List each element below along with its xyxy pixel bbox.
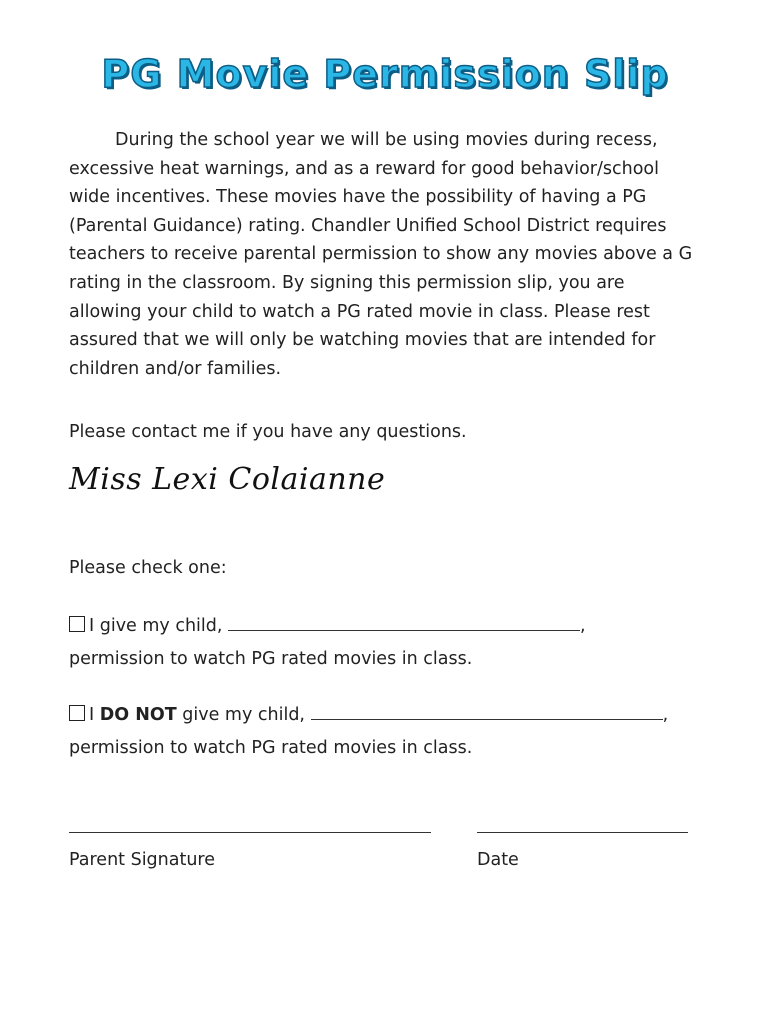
option-not-give-line1 (69, 699, 668, 732)
checkbox-do-not-give-permission[interactable] (69, 705, 85, 721)
option-not-give-middle: give my child, (176, 705, 311, 725)
parent-signature-label: Parent Signature (69, 850, 216, 870)
option-give-line1 (69, 610, 586, 643)
option-give-suffix: , (580, 616, 586, 636)
checkbox-give-permission[interactable] (69, 616, 85, 632)
date-label: Date (477, 850, 519, 870)
teacher-signature: Miss Lexi Colaianne (69, 462, 386, 497)
option-do-not-give-permission (69, 699, 668, 765)
child-name-field-give[interactable] (228, 614, 580, 631)
intro-paragraph: During the school year we will be using movies during recess, excessive heat warnings, and as a reward for good behavior/school wide incentives. These movies have the possibility of having a PG (Parental Guidance) rating. Chandler Unified School District requires teachers to receive parental permission to show any movies above a G rating in the classroom. By signing this permission slip, you are allowing your child to watch a PG rated movie in class. Please rest assured that we will only be watching movies that are intended for children and/or families. (69, 130, 693, 379)
option-give-prefix: I give my child, (89, 616, 229, 636)
option-not-give-emphasis: DO NOT (99, 705, 177, 725)
option-give-permission (69, 610, 586, 676)
option-not-give-suffix: , (662, 705, 669, 725)
parent-signature-line[interactable] (69, 832, 431, 833)
contact-line: Please contact me if you have any questions. (69, 422, 467, 442)
date-line[interactable] (477, 832, 688, 833)
intro-paragraph-block (69, 126, 699, 383)
check-prompt: Please check one: (69, 558, 227, 578)
option-give-line2: permission to watch PG rated movies in class. (69, 649, 473, 669)
option-not-give-line2: permission to watch PG rated movies in class. (69, 738, 473, 758)
child-name-field-not-give[interactable] (311, 703, 663, 720)
page-title: PG Movie Permission Slip (101, 52, 669, 96)
option-not-give-prefix: I (89, 705, 100, 725)
